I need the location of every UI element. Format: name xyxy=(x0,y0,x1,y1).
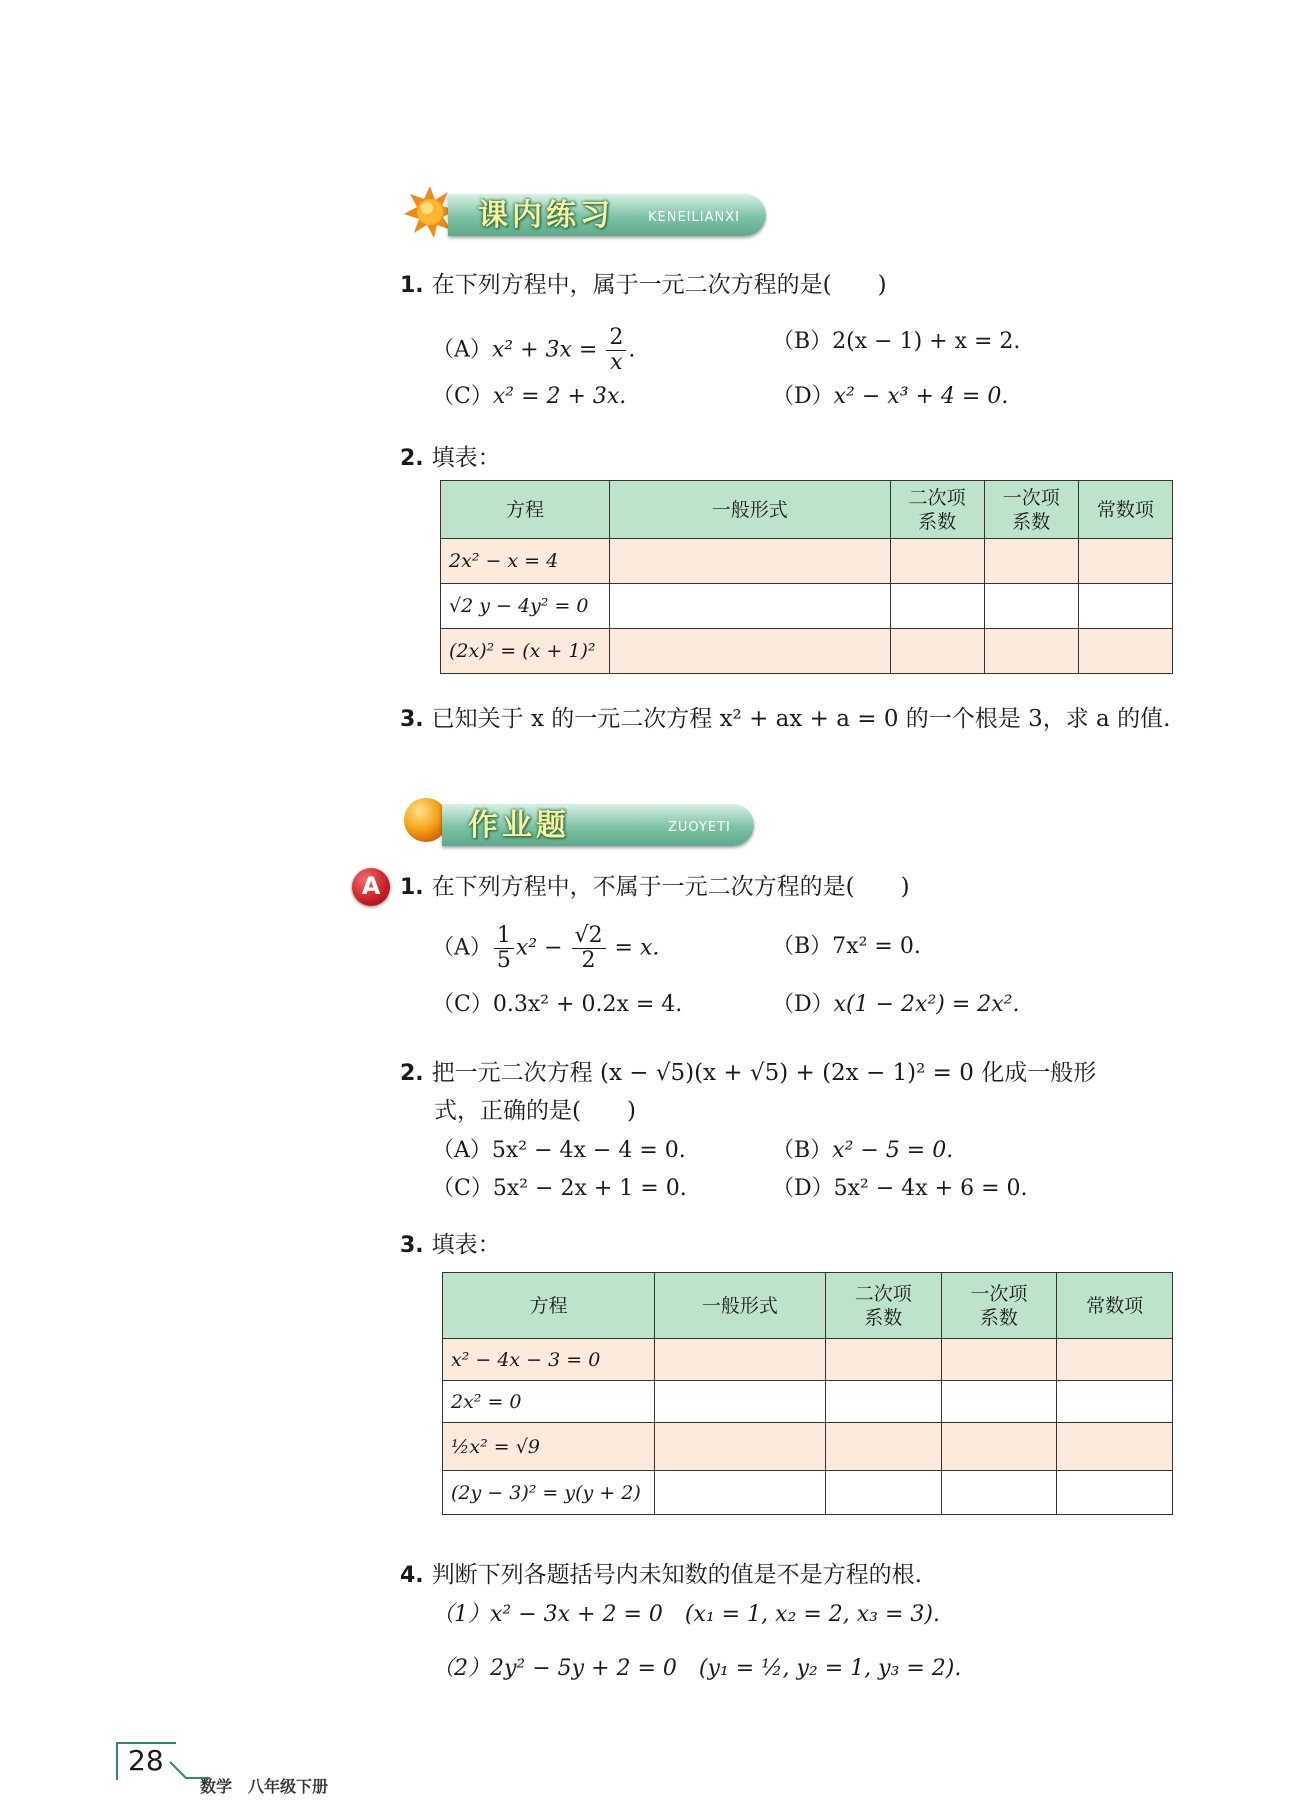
table-cell-input[interactable] xyxy=(941,1471,1057,1515)
table-cell-input[interactable] xyxy=(890,539,984,584)
table-header: 一次项 系数 xyxy=(941,1273,1057,1339)
section-title-practice: 课内练习 xyxy=(478,198,614,233)
table-cell-input[interactable] xyxy=(654,1381,825,1423)
table-cell-input[interactable] xyxy=(1057,1471,1173,1515)
table-header: 一次项 系数 xyxy=(984,481,1078,539)
table-cell-input[interactable] xyxy=(984,629,1078,674)
practice-question-2: 2. 填表： xyxy=(400,445,501,471)
page-number: 28 xyxy=(128,1744,164,1777)
table-cell-equation: 2x² = 0 xyxy=(443,1381,655,1423)
table-cell-input[interactable] xyxy=(610,629,890,674)
table-cell-equation: (2y − 3)² = y(y + 2) xyxy=(443,1471,655,1515)
level-a-badge: A xyxy=(352,868,390,906)
table-cell-equation: (2x)² = (x + 1)² xyxy=(441,629,610,674)
table-cell-equation: ½x² = √9 xyxy=(443,1423,655,1471)
practice-q1-option-d: （D）x² − x³ + 4 = 0. xyxy=(772,384,1009,409)
homework-q4-item-2: （2）2y² − 5y + 2 = 0 (y₁ = ½, y₂ = 1, y₃ = 2). xyxy=(432,1656,962,1681)
table-cell-input[interactable] xyxy=(1057,1339,1173,1381)
table-cell-input[interactable] xyxy=(825,1471,941,1515)
table-cell-input[interactable] xyxy=(825,1423,941,1471)
table-cell-input[interactable] xyxy=(610,584,890,629)
table-cell-input[interactable] xyxy=(654,1339,825,1381)
homework-q2-option-b: （B）x² − 5 = 0. xyxy=(772,1138,954,1163)
table-header: 一般形式 xyxy=(654,1273,825,1339)
homework-q1-option-a: （A） $\frac{1}{5}$ x² − $\frac{√2}{2}$ = x. xyxy=(432,923,660,973)
table-cell-input[interactable] xyxy=(941,1381,1057,1423)
table-cell-input[interactable] xyxy=(610,539,890,584)
table-cell-input[interactable] xyxy=(984,584,1078,629)
practice-question-3: 3. 已知关于 x 的一元二次方程 x² + ax + a = 0 的一个根是 3，求 a 的值. xyxy=(400,706,1171,732)
practice-q1-option-b: （B）2(x − 1) + x = 2. xyxy=(772,329,1021,354)
section-subtitle-practice: KENEILIANXI xyxy=(648,210,740,225)
table-cell-input[interactable] xyxy=(825,1339,941,1381)
homework-q2-option-a: （A）5x² − 4x − 4 = 0. xyxy=(432,1138,686,1163)
table-cell-equation: x² − 4x − 3 = 0 xyxy=(443,1339,655,1381)
section-subtitle-homework: ZUOYETI xyxy=(668,820,731,835)
table-cell-equation: 2x² − x = 4 xyxy=(441,539,610,584)
practice-q1-option-a: （A）x² + 3x = $\frac{2}{x}$ . xyxy=(432,325,636,375)
table-header: 一般形式 xyxy=(610,481,890,539)
table-cell-input[interactable] xyxy=(1078,584,1172,629)
table-cell-input[interactable] xyxy=(984,539,1078,584)
table-header: 方程 xyxy=(441,481,610,539)
table-cell-input[interactable] xyxy=(654,1423,825,1471)
sun-icon xyxy=(404,186,452,234)
table-cell-input[interactable] xyxy=(890,629,984,674)
table-cell-input[interactable] xyxy=(654,1471,825,1515)
table-cell-equation: √2 y − 4y² = 0 xyxy=(441,584,610,629)
table-header: 常数项 xyxy=(1078,481,1172,539)
homework-question-2-cont: 式，正确的是( ) xyxy=(434,1098,636,1124)
homework-fill-table xyxy=(442,1272,1173,1515)
homework-q1-option-d: （D）x(1 − 2x²) = 2x². xyxy=(772,992,1020,1017)
table-cell-input[interactable] xyxy=(825,1381,941,1423)
section-title-homework: 作业题 xyxy=(468,808,570,843)
homework-q1-option-c: （C）0.3x² + 0.2x = 4. xyxy=(432,992,683,1017)
book-title: 数学 八年级下册 xyxy=(200,1777,329,1796)
practice-question-1: 1. 在下列方程中，属于一元二次方程的是( ) xyxy=(400,272,887,298)
homework-question-3: 3. 填表： xyxy=(400,1232,501,1258)
table-cell-input[interactable] xyxy=(1057,1381,1173,1423)
table-header: 二次项 系数 xyxy=(825,1273,941,1339)
homework-q2-option-d: （D）5x² − 4x + 6 = 0. xyxy=(772,1176,1028,1201)
practice-fill-table xyxy=(440,480,1173,674)
table-header: 方程 xyxy=(443,1273,655,1339)
table-header: 常数项 xyxy=(1057,1273,1173,1339)
table-cell-input[interactable] xyxy=(1057,1423,1173,1471)
table-cell-input[interactable] xyxy=(941,1339,1057,1381)
practice-q1-option-c: （C）x² = 2 + 3x. xyxy=(432,384,627,409)
homework-question-4: 4. 判断下列各题括号内未知数的值是不是方程的根. xyxy=(400,1562,922,1588)
homework-q1-option-b: （B）7x² = 0. xyxy=(772,934,921,959)
table-cell-input[interactable] xyxy=(1078,629,1172,674)
table-header: 二次项 系数 xyxy=(890,481,984,539)
table-cell-input[interactable] xyxy=(941,1423,1057,1471)
homework-q4-item-1: （1）x² − 3x + 2 = 0 (x₁ = 1, x₂ = 2, x₃ = 3). xyxy=(432,1602,940,1627)
table-cell-input[interactable] xyxy=(890,584,984,629)
homework-question-1: 1. 在下列方程中，不属于一元二次方程的是( ) xyxy=(400,874,910,900)
table-cell-input[interactable] xyxy=(1078,539,1172,584)
homework-question-2: 2. 把一元二次方程 (x − √5)(x + √5) + (2x − 1)² = 0 化成一般形 xyxy=(400,1060,1097,1086)
homework-q2-option-c: （C）5x² − 2x + 1 = 0. xyxy=(432,1176,687,1201)
